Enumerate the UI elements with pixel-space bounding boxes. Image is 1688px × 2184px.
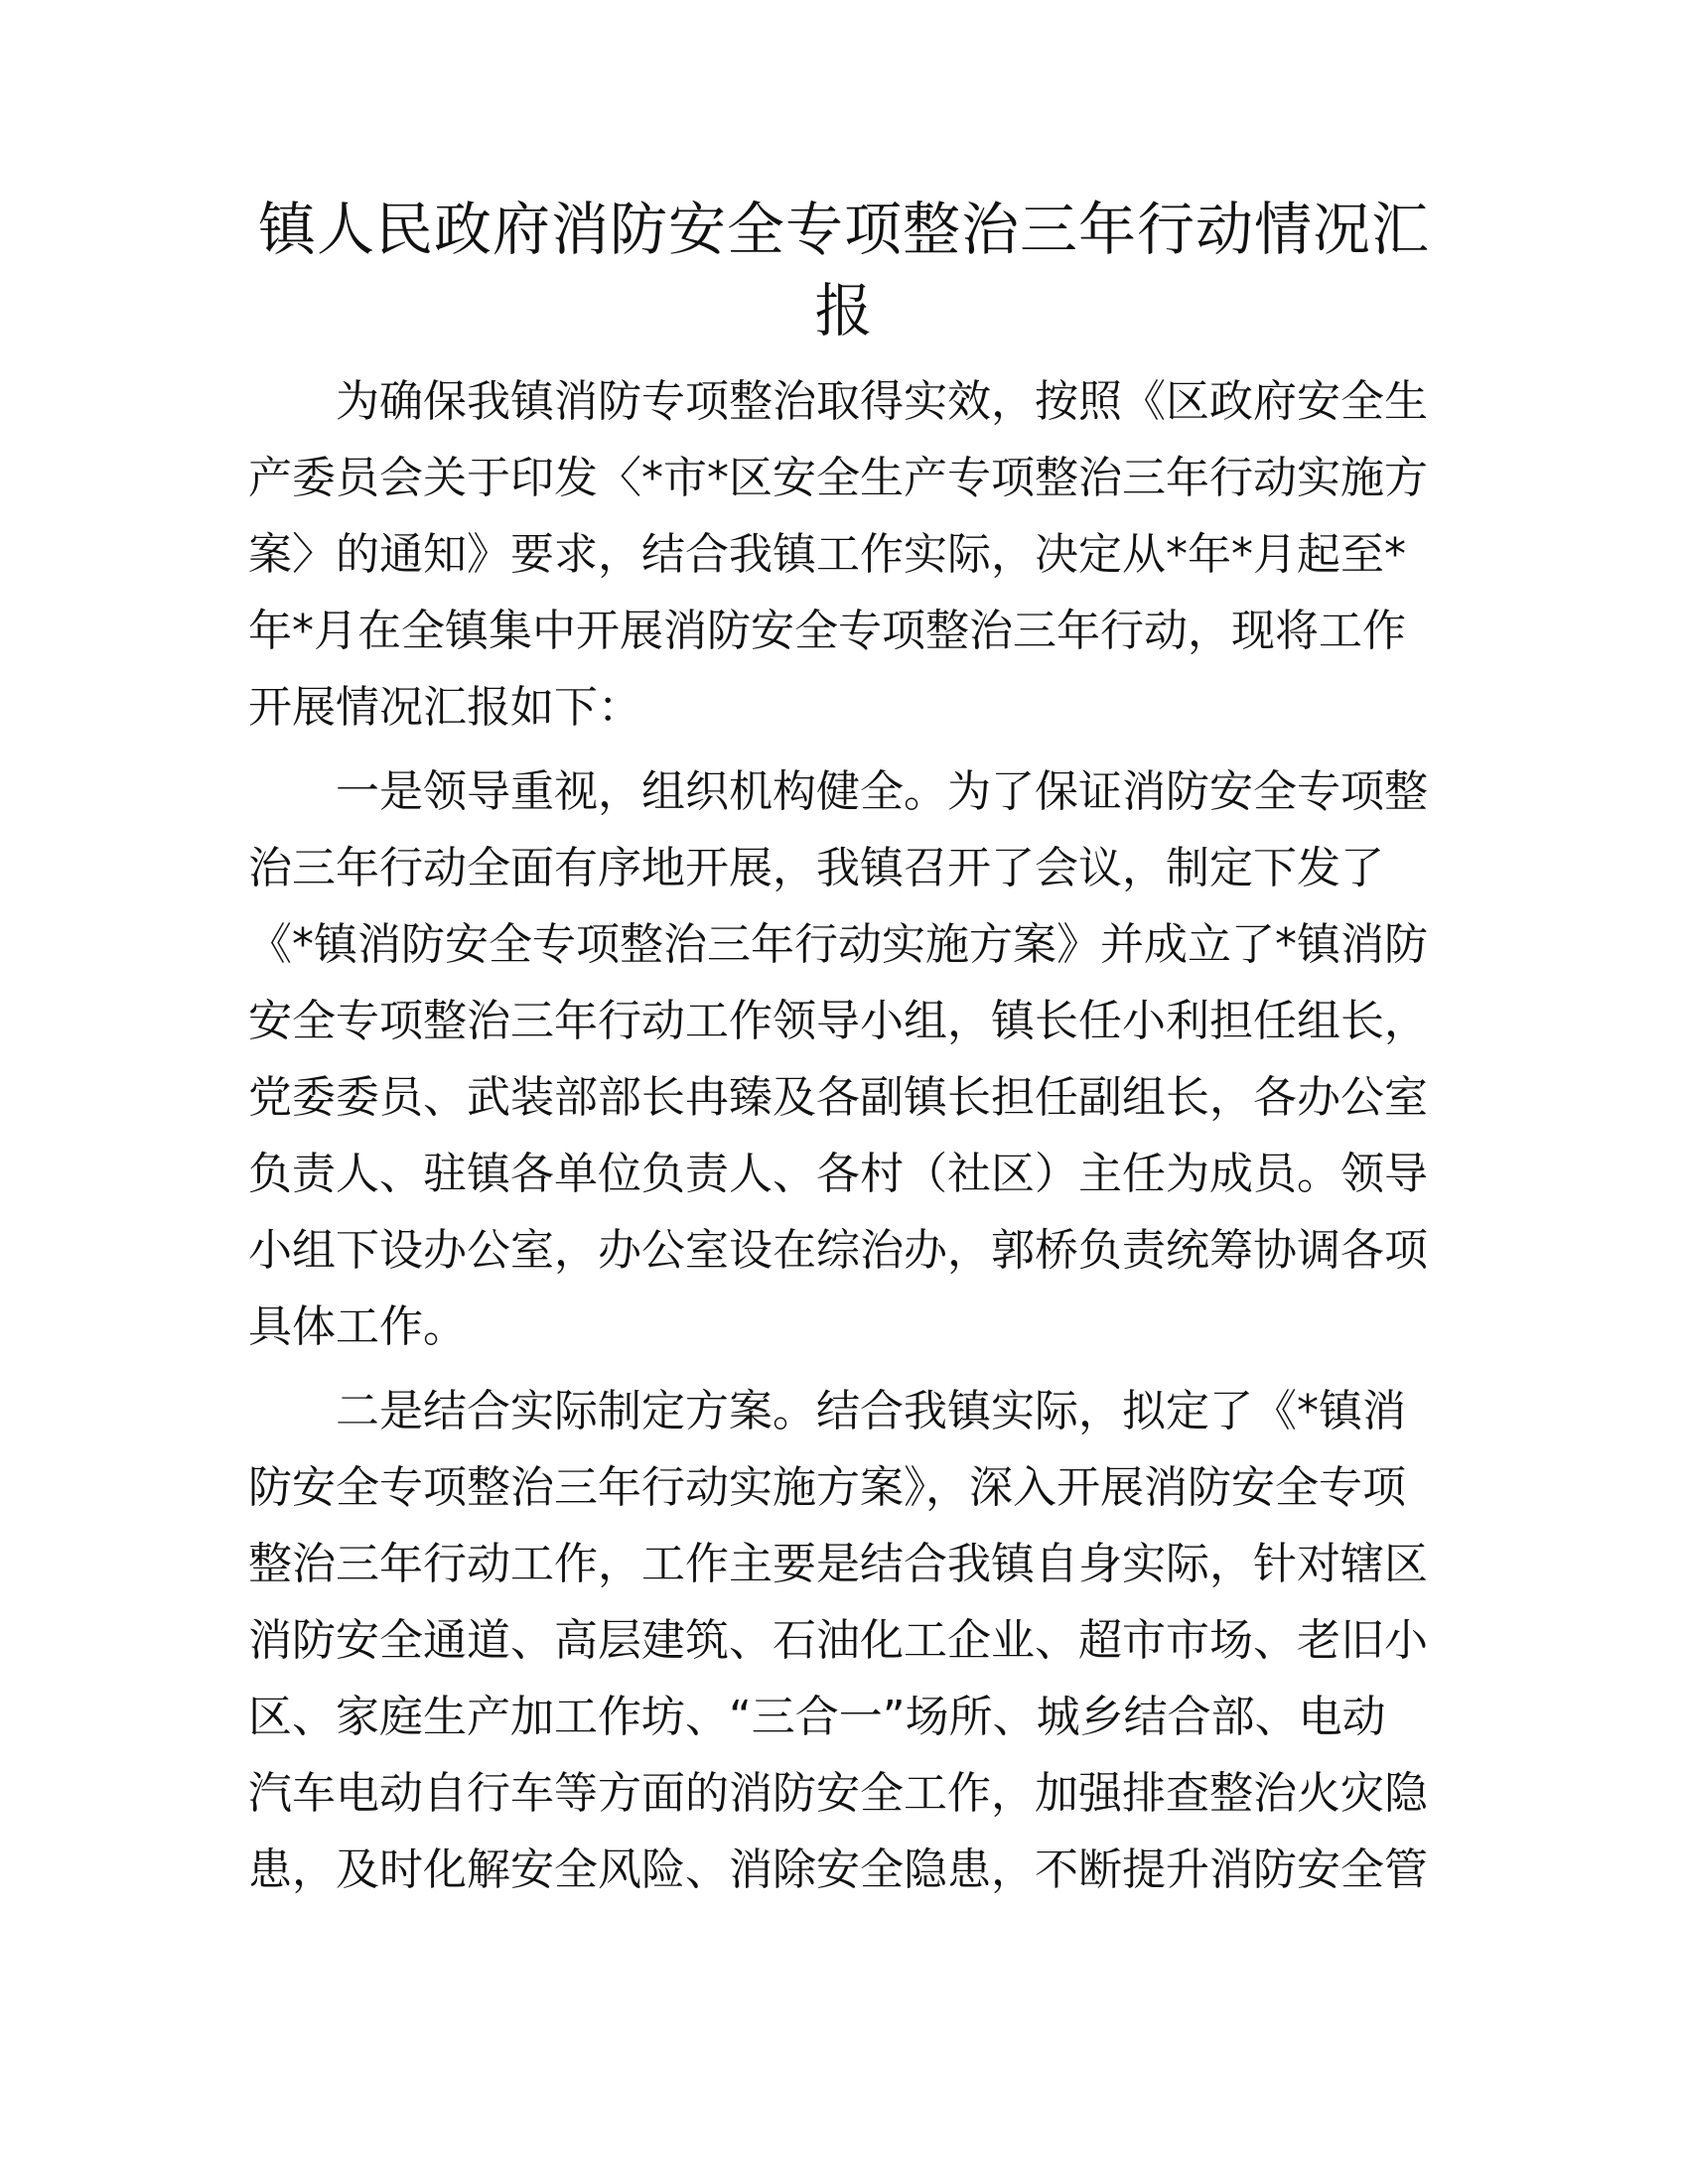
paragraph-intro: [248, 363, 1440, 746]
text-line: 汽车电动自行车等方面的消防安全工作，加强排查整治火灾隐: [248, 1768, 1428, 1819]
text-line: 具体工作。: [248, 1301, 467, 1352]
text-line: 消防安全通道、高层建筑、石油化工企业、超市市场、老旧小: [248, 1615, 1428, 1666]
text-line: 为确保我镇消防专项整治取得实效，按照《区政府安全生: [336, 376, 1428, 427]
text-line: 《*镇消防安全专项整治三年行动实施方案》并成立了*镇消防: [248, 919, 1428, 970]
paragraph-leadership: [248, 753, 1440, 1365]
text-line: 治三年行动全面有序地开展，我镇召开了会议，制定下发了: [248, 843, 1384, 893]
text-line: 年*月在全镇集中开展消防安全专项整治三年行动，现将工作: [248, 606, 1406, 656]
text-line: 负责人、驻镇各单位负责人、各村（社区）主任为成员。领导: [248, 1149, 1428, 1199]
text-line: 开展情况汇报如下：: [248, 682, 641, 733]
text-line: 二是结合实际制定方案。结合我镇实际，拟定了《*镇消: [336, 1386, 1406, 1436]
text-line: 案〉的通知》要求，结合我镇工作实际，决定从*年*月起至*: [248, 529, 1406, 580]
document-body: [248, 363, 1440, 1908]
text-line: 党委委员、武装部部长冉臻及各副镇长担任副组长，各办公室: [248, 1072, 1428, 1123]
paragraph-plan: [248, 1373, 1440, 1908]
text-line: 防安全专项整治三年行动实施方案》，深入开展消防安全专项: [248, 1462, 1406, 1513]
title-line-1: 镇人民政府消防安全专项整治三年行动情况汇: [257, 196, 1430, 263]
text-line: 一是领导重视，组织机构健全。为了保证消防安全专项整: [336, 766, 1428, 817]
text-line: 产委员会关于印发〈*市*区安全生产专项整治三年行动实施方: [248, 453, 1428, 503]
text-line: 安全专项整治三年行动工作领导小组，镇长任小利担任组长，: [248, 996, 1428, 1046]
text-line: 患，及时化解安全风险、消除安全隐患，不断提升消防安全管: [248, 1844, 1428, 1895]
title-line-2: 报: [814, 277, 874, 344]
text-line: 区、家庭生产加工作坊、“三合一”场所、城乡结合部、电动: [248, 1692, 1386, 1742]
document-page: [248, 189, 1440, 1916]
text-line: 小组下设办公室，办公室设在综治办，郭桥负责统筹协调各项: [248, 1225, 1428, 1276]
document-title: [248, 189, 1440, 351]
text-line: 整治三年行动工作，工作主要是结合我镇自身实际，针对辖区: [248, 1539, 1428, 1589]
